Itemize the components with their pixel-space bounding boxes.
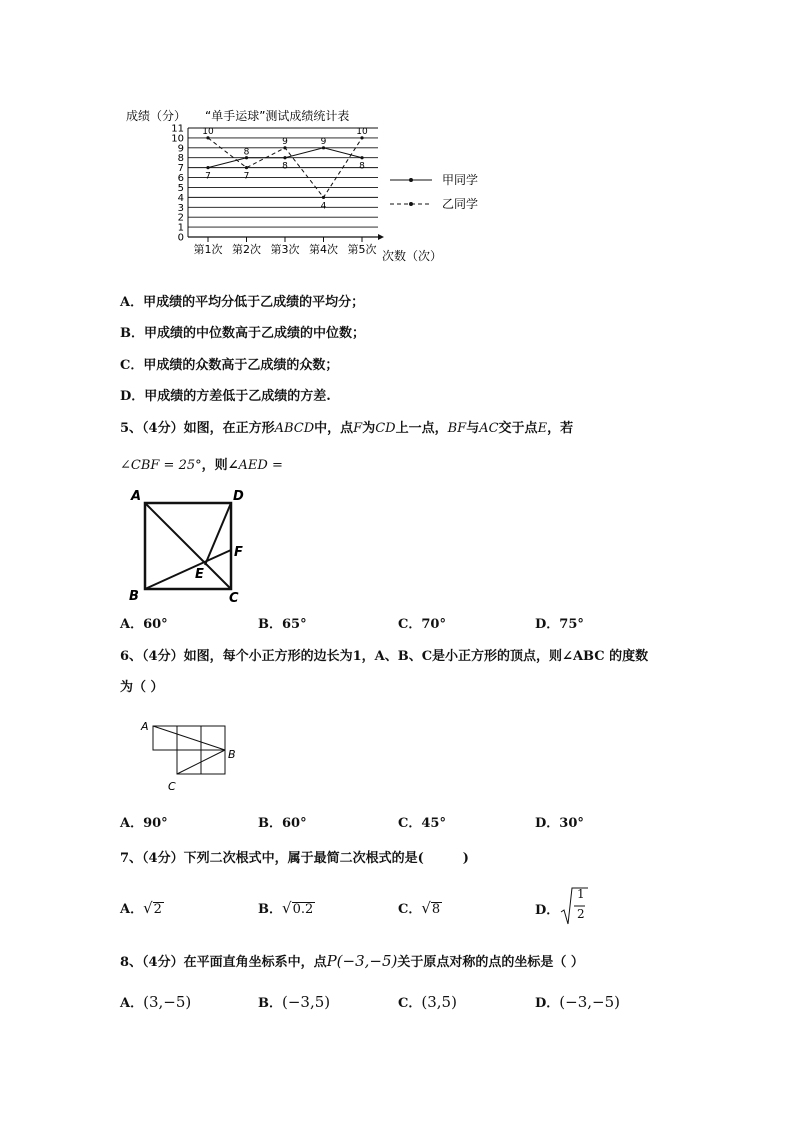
chart-ytick-label: 0 (177, 232, 184, 244)
q8-option-a-label: A． (120, 996, 144, 1011)
q5-label-a: A (131, 489, 142, 504)
chart-ytick-label: 1 (177, 222, 184, 234)
q6-label-b: B (228, 748, 236, 761)
q6-segment-ab (153, 726, 225, 750)
chart-xlabel: 次数（次） (382, 249, 443, 263)
chart-data-label-jia: 7 (205, 171, 211, 182)
q7-option-d-numerator: 1 (577, 887, 585, 901)
q5-label-f: F (234, 545, 243, 560)
q5-stem-line2 (120, 454, 283, 473)
q5-option-a[interactable]: A．60° (120, 617, 168, 632)
q8-option-b-label: B． (258, 996, 282, 1011)
q8-option-d-label: D． (535, 996, 560, 1011)
q8-option-c[interactable] (398, 992, 457, 1011)
q5-aed: AED (238, 458, 268, 473)
q4-option-d[interactable]: D．甲成绩的方差低于乙成绩的方差. (120, 389, 331, 404)
q5-option-c[interactable]: C．70° (398, 617, 446, 632)
q8-stem (120, 951, 584, 970)
chart-ytick-label: 11 (171, 123, 184, 135)
q6-stem-line2: 为（ ） (120, 680, 164, 695)
chart-data-label-yi: 9 (282, 136, 288, 147)
chart-data-label-yi: 4 (320, 201, 327, 212)
q8-option-d-value: (−3,−5) (559, 993, 620, 1011)
chart-container (120, 100, 500, 280)
q6-label-c: C (168, 780, 176, 793)
chart-ytick-label: 5 (177, 182, 184, 194)
q5-ac: AC (479, 421, 499, 436)
q6-option-a[interactable]: A．90° (120, 816, 168, 831)
legend-yi-label: 乙同学 (442, 197, 479, 211)
chart-ytick-label: 10 (171, 133, 184, 145)
q4-option-c[interactable]: C．甲成绩的众数高于乙成绩的众数； (120, 358, 339, 373)
q5-figure (125, 486, 255, 606)
chart-point-yi (322, 196, 325, 199)
q7-option-c-label: C． (398, 902, 422, 917)
chart-point-jia (283, 156, 286, 159)
q5-angle-cbf: ∠CBF = 25° (120, 458, 202, 473)
q7-option-d-label: D． (535, 903, 560, 918)
q8-option-a-value: (3,−5) (143, 993, 192, 1011)
q7-option-a-label: A． (120, 902, 144, 917)
chart-xtick-label: 第5次 (347, 243, 377, 256)
chart-data-label-jia: 8 (282, 161, 288, 172)
q7-option-b-value: 0.2 (292, 902, 314, 917)
q5-text-g: ，若 (547, 421, 574, 436)
sqrt-icon: √ (282, 899, 292, 917)
q5-option-b[interactable]: B．65° (258, 617, 307, 632)
chart-title: “单手运球”测试成绩统计表 (205, 109, 350, 123)
chart-point-jia (206, 166, 209, 169)
chart-ytick-label: 7 (177, 163, 184, 175)
chart-data-label-yi: 10 (202, 126, 214, 137)
q6-label-a: A (141, 720, 149, 733)
chart-ylabel: 成绩（分） (126, 109, 187, 123)
q5-option-d[interactable]: D．75° (535, 617, 584, 632)
legend-yi-marker (409, 202, 413, 206)
q7-option-c-value: 8 (431, 902, 441, 917)
q6-grid-square (177, 750, 201, 774)
q7-stem: 7、（4分）下列二次根式中，属于最简二次根式的是( ) (120, 851, 469, 866)
legend-jia-label: 甲同学 (442, 173, 479, 187)
chart-ytick-label: 2 (177, 212, 184, 224)
chart-data-label-yi: 7 (243, 171, 250, 182)
chart-ytick-label: 9 (177, 143, 184, 155)
q5-e: E (537, 421, 548, 436)
q6-option-c[interactable]: C．45° (398, 816, 446, 831)
chart-xtick-label: 第3次 (270, 243, 300, 256)
q5-label-b: B (129, 589, 139, 604)
q5-label-e: E (195, 567, 204, 582)
q7-option-d-denominator: 2 (577, 907, 585, 921)
q5-label-c: C (229, 591, 239, 606)
q4-option-b[interactable]: B．甲成绩的中位数高于乙成绩的中位数； (120, 326, 365, 341)
q8-option-b[interactable] (258, 992, 330, 1011)
chart-data-label-jia: 8 (243, 147, 250, 158)
chart-xtick-label: 第4次 (309, 243, 338, 256)
q6-option-b[interactable]: B．60° (258, 816, 307, 831)
q5-text-e: 与 (466, 421, 480, 436)
chart-xtick-label: 第1次 (193, 243, 223, 256)
q8-option-b-value: (−3,5) (282, 993, 331, 1011)
legend-jia-marker (409, 178, 413, 182)
q8-option-c-value: (3,5) (421, 993, 457, 1011)
q5-abcd: ABCD (274, 421, 315, 436)
q5-diagonal-ac (145, 503, 231, 589)
q5-f: F (353, 421, 363, 436)
chart-data-label-jia: 9 (320, 136, 327, 147)
q6-option-d[interactable]: D．30° (535, 816, 584, 831)
q8-text-b: 关于原点对称的点的坐标是（ ） (397, 955, 584, 970)
sqrt-icon: √ (421, 899, 431, 917)
q7-option-b[interactable] (258, 898, 315, 917)
chart-ytick-label: 4 (177, 192, 184, 204)
q5-text-d: 上一点， (395, 421, 448, 436)
q7-option-b-label: B． (258, 902, 282, 917)
q5-segment-bf (145, 550, 231, 589)
q5-text-c: 为 (362, 421, 376, 436)
chart-ytick-label: 6 (177, 173, 184, 185)
q8-point: P(−3,−5) (326, 952, 398, 970)
chart-xtick-label: 第2次 (232, 243, 261, 256)
chart-data-label-yi: 10 (356, 126, 368, 137)
chart-point-yi (245, 166, 248, 169)
chart-data-label-jia: 8 (359, 161, 365, 172)
q5-cd: CD (375, 421, 396, 436)
q5-text-h: ，则∠ (201, 458, 239, 473)
chart-x-axis-arrow (378, 234, 384, 240)
q5-text-a: 5、（4分）如图，在正方形 (120, 421, 275, 436)
q8-option-d[interactable] (535, 992, 620, 1011)
sqrt-icon: √ (143, 899, 153, 917)
score-line-chart (120, 100, 500, 280)
chart-ytick-label: 3 (177, 202, 184, 214)
chart-point-jia (360, 156, 363, 159)
q5-label-d: D (233, 489, 244, 504)
q8-text-a: 8、（4分）在平面直角坐标系中，点 (120, 955, 327, 970)
q6-figure (138, 718, 248, 796)
q5-stem-line1 (120, 417, 573, 436)
q6-grid-square (201, 750, 225, 774)
chart-ytick-label: 8 (177, 153, 184, 165)
q5-bf: BF (447, 421, 467, 436)
q7-option-a-value: 2 (153, 902, 162, 917)
q7-option-c[interactable] (398, 898, 442, 917)
q5-eq: = (267, 458, 283, 473)
q8-option-c-label: C． (398, 996, 422, 1011)
q8-option-a[interactable] (120, 992, 191, 1011)
q5-text-b: 中，点 (314, 421, 354, 436)
q4-option-a[interactable]: A．甲成绩的平均分低于乙成绩的平均分； (120, 295, 365, 310)
q7-option-a[interactable] (120, 898, 164, 917)
q5-text-f: 交于点 (498, 421, 538, 436)
q6-stem-line1: 6、（4分）如图，每个小正方形的边长为1，A、B、C是小正方形的顶点，则∠ABC 的度数 (120, 649, 649, 664)
